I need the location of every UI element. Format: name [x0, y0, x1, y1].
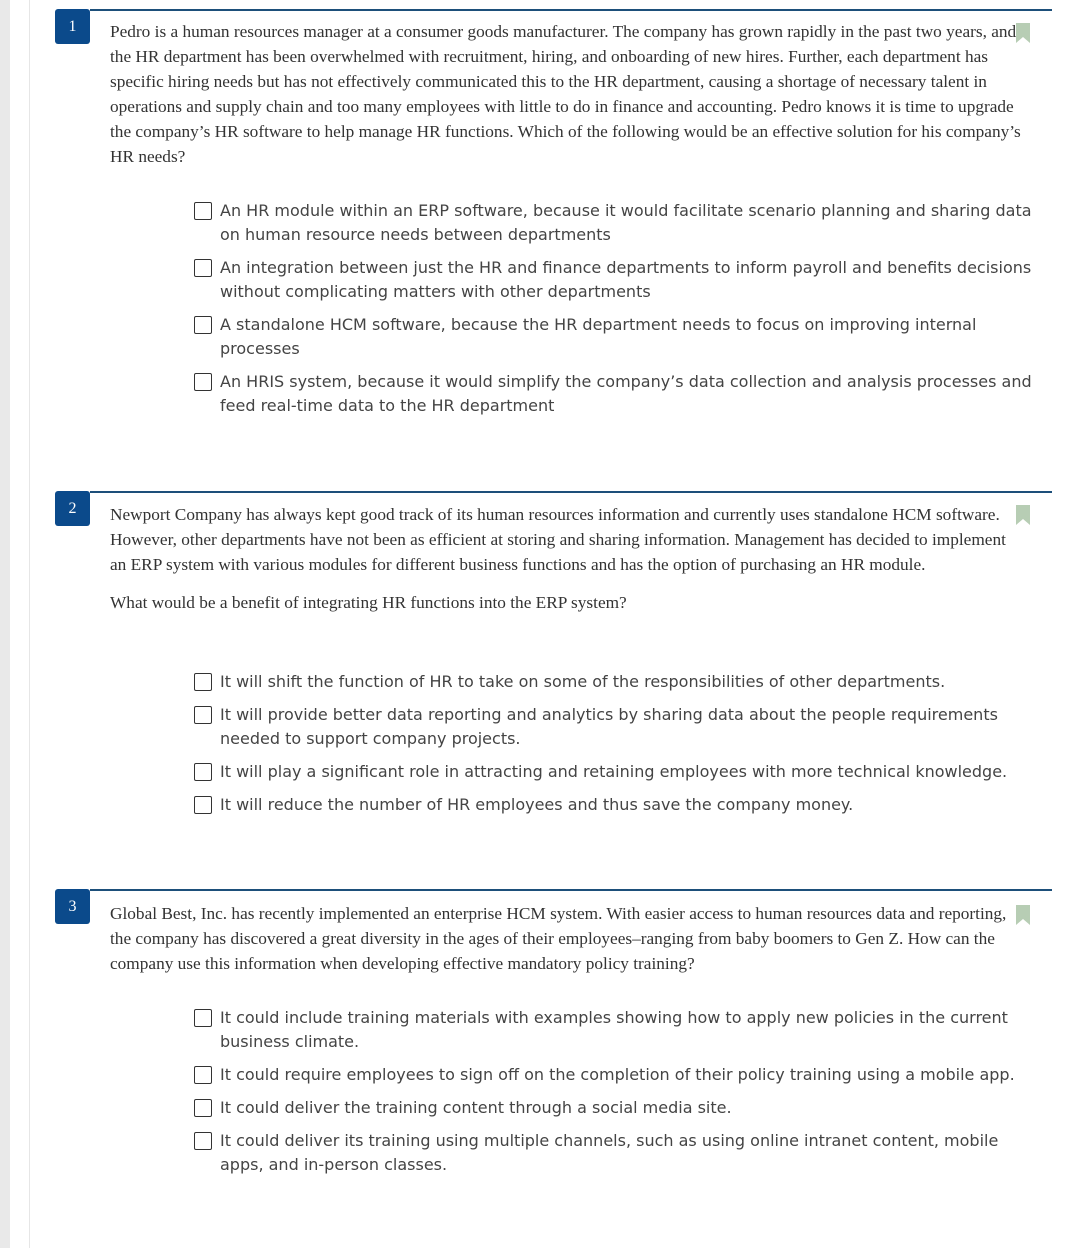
question-rule: [90, 9, 1052, 11]
question-stem: [110, 901, 1025, 989]
checkbox[interactable]: [194, 673, 212, 691]
option-label: It could include training materials with examples showing how to apply new policies in the current business climate.: [220, 1008, 1008, 1051]
option-label: It could require employees to sign off on the completion of their policy training using a mobile app.: [220, 1065, 1015, 1084]
checkbox[interactable]: [194, 706, 212, 724]
checkbox[interactable]: [194, 373, 212, 391]
left-divider: [29, 0, 30, 1248]
answer-option[interactable]: [194, 760, 1054, 784]
option-label: An HR module within an ERP software, because it would facilitate scenario planning and sharing data on human resource needs between departments: [220, 201, 1032, 244]
question-number: 2: [55, 491, 90, 526]
question-rule: [90, 491, 1052, 493]
option-label: It could deliver its training using multiple channels, such as using online intranet content, mobile apps, and in-person classes.: [220, 1131, 999, 1174]
option-label: It will reduce the number of HR employees and thus save the company money.: [220, 795, 854, 814]
checkbox[interactable]: [194, 763, 212, 781]
stem-paragraph: Pedro is a human resources manager at a consumer goods manufacturer. The company has grown rapidly in the past two years, and the HR department has been overwhelmed with recruitment, hiring, and onboarding of new hires. Further, each department has specific hiring needs but has not effectively communicated this to the HR department, causing a shortage of necessary talent in operations and supply chain and too many employees with little to do in finance and accounting. Pedro knows it is time to upgrade the company’s HR software to help manage HR functions. Which of the following would be an effective solution for his company’s HR needs?: [110, 22, 1021, 166]
answer-option[interactable]: [194, 1129, 1054, 1177]
answer-option[interactable]: [194, 1006, 1054, 1054]
checkbox[interactable]: [194, 1009, 212, 1027]
checkbox[interactable]: [194, 1099, 212, 1117]
question-stem: [110, 19, 1025, 182]
option-label: It could deliver the training content through a social media site.: [220, 1098, 732, 1117]
checkbox[interactable]: [194, 1066, 212, 1084]
answer-option[interactable]: [194, 1096, 1054, 1120]
answer-option[interactable]: [194, 703, 1054, 751]
checkbox[interactable]: [194, 316, 212, 334]
question-number: 3: [55, 889, 90, 924]
option-label: It will shift the function of HR to take on some of the responsibilities of other departments.: [220, 672, 946, 691]
question-stem: [110, 502, 1025, 628]
stem-paragraph: Newport Company has always kept good track of its human resources information and currently uses standalone HCM software. However, other departments have not been as efficient at storing and sharing information. Management has decided to implement an ERP system with various modules for different business functions and has the option of purchasing an HR module.: [110, 505, 1006, 574]
answer-option[interactable]: [194, 670, 1054, 694]
answer-options: [194, 1006, 1054, 1186]
question-3: [55, 889, 1052, 1189]
question-number: 1: [55, 9, 90, 44]
option-label: It will play a significant role in attracting and retaining employees with more technical knowledge.: [220, 762, 1008, 781]
answer-option[interactable]: [194, 313, 1054, 361]
checkbox[interactable]: [194, 259, 212, 277]
option-label: A standalone HCM software, because the HR department needs to focus on improving internal processes: [220, 315, 977, 358]
question-rule: [90, 889, 1052, 891]
answer-option[interactable]: [194, 370, 1054, 418]
answer-options: [194, 199, 1054, 427]
answer-option[interactable]: [194, 256, 1054, 304]
stem-paragraph: What would be a benefit of integrating HR functions into the ERP system?: [110, 593, 627, 612]
option-label: It will provide better data reporting and analytics by sharing data about the people requirements needed to support company projects.: [220, 705, 998, 748]
question-1: [55, 9, 1052, 429]
answer-options: [194, 670, 1054, 826]
option-label: An integration between just the HR and finance departments to inform payroll and benefits decisions without complicating matters with other departments: [220, 258, 1032, 301]
checkbox[interactable]: [194, 796, 212, 814]
checkbox[interactable]: [194, 1132, 212, 1150]
answer-option[interactable]: [194, 793, 1054, 817]
option-label: An HRIS system, because it would simplify the company’s data collection and analysis processes and feed real-time data to the HR department: [220, 372, 1032, 415]
answer-option[interactable]: [194, 199, 1054, 247]
question-2: [55, 491, 1052, 831]
left-gutter: [0, 0, 10, 1248]
stem-paragraph: Global Best, Inc. has recently implemented an enterprise HCM system. With easier access to human resources data and reporting, the company has discovered a great diversity in the ages of their employees–ranging from baby boomers to Gen Z. How can the company use this information when developing effective mandatory policy training?: [110, 904, 1007, 973]
answer-option[interactable]: [194, 1063, 1054, 1087]
checkbox[interactable]: [194, 202, 212, 220]
